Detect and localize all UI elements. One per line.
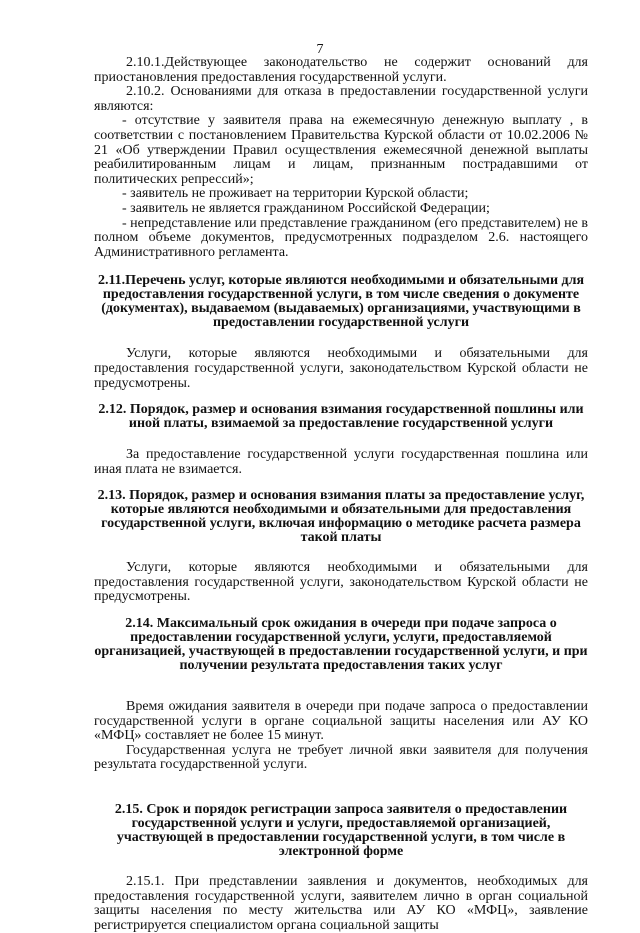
paragraph-2-15-1: 2.15.1. При представлении заявления и документов, необходимых для предоставления государственной услуги, заявителем лично в орган социальной защиты населения по месту жительства или АУ КО «МФЦ», заявление регистрируется специалистом органа социальной защиты: [94, 874, 588, 933]
page-number: 7: [316, 42, 324, 57]
section-heading-2-12: 2.12. Порядок, размер и основания взимания государственной пошлины или иной платы, взимаемой за предоставление государственной услуги: [98, 402, 584, 432]
section-heading-2-11: 2.11.Перечень услуг, которые являются необходимыми и обязательными для предоставления государственной услуги, в том числе сведения о документе (документах), выдаваемом (выдаваемых) организациями, участвующими в предоставлении государственной услуги: [97, 273, 585, 331]
section-heading-2-13: 2.13. Порядок, размер и основания взимания платы за предоставление услуг, которые являются необходимыми и обязательными для предоставления государственной услуги, включая информацию о методике расчета размера такой платы: [97, 488, 585, 546]
list-item-incomplete-documents: - непредставление или представление гражданином (его представителем) не в полном объеме документов, предусмотренных подразделом 2.6. настоящего Административного регламента.: [94, 215, 588, 260]
section-heading-2-14: 2.14. Максимальный срок ожидания в очереди при подаче запроса о предоставлении государственной услуги, услуги, предоставляемой организацией, участвующей в предоставлении государственной услуги, и при получении результата предоставления таких услуг: [94, 616, 588, 674]
paragraph-2-12: За предоставление государственной услуги государственная пошлина или иная плата не взимается.: [94, 447, 588, 477]
paragraph-2-10-1: 2.10.1.Действующее законодательство не содержит оснований для приостановления предоставления государственной услуги.: [94, 55, 588, 85]
paragraph-2-14-no-personal-visit: Государственная услуга не требует личной явки заявителя для получения результата государственной услуги.: [94, 742, 588, 773]
paragraph-2-14-waiting-time: Время ожидания заявителя в очереди при подаче запроса о предоставлении государственной услуги в органе социальной защиты населения или АУ КО «МФЦ» составляет не более 15 минут.: [94, 699, 588, 744]
list-item-no-right: - отсутствие у заявителя права на ежемесячную денежную выплату , в соответствии с постановлением Правительства Курской области от 10.02.2006 № 21 «Об утверждении Правил осуществления ежемесячной денежной выплаты реабилитированным лицам и лицам, признанным пострадавшими от политических репрессий»;: [94, 113, 588, 187]
paragraph-2-10-2: 2.10.2. Основаниями для отказа в предоставлении государственной услуги являются:: [94, 84, 588, 114]
document-body: [94, 56, 588, 933]
list-item-not-resident: - заявитель не проживает на территории Курской области;: [122, 186, 469, 202]
section-heading-2-15: 2.15. Срок и порядок регистрации запроса заявителя о предоставлении государственной услуги и услуги, предоставляемой организацией, участвующей в предоставлении государственной услуги, в том числе в электронной форме: [114, 802, 568, 860]
list-item-not-citizen: - заявитель не является гражданином Российской Федерации;: [122, 200, 490, 216]
paragraph-2-11: Услуги, которые являются необходимыми и обязательными для предоставления государственной услуги, законодательством Курской области не предусмотрены.: [94, 346, 588, 391]
paragraph-2-13: Услуги, которые являются необходимыми и обязательными для предоставления государственной услуги, законодательством Курской области не предусмотрены.: [94, 560, 588, 605]
